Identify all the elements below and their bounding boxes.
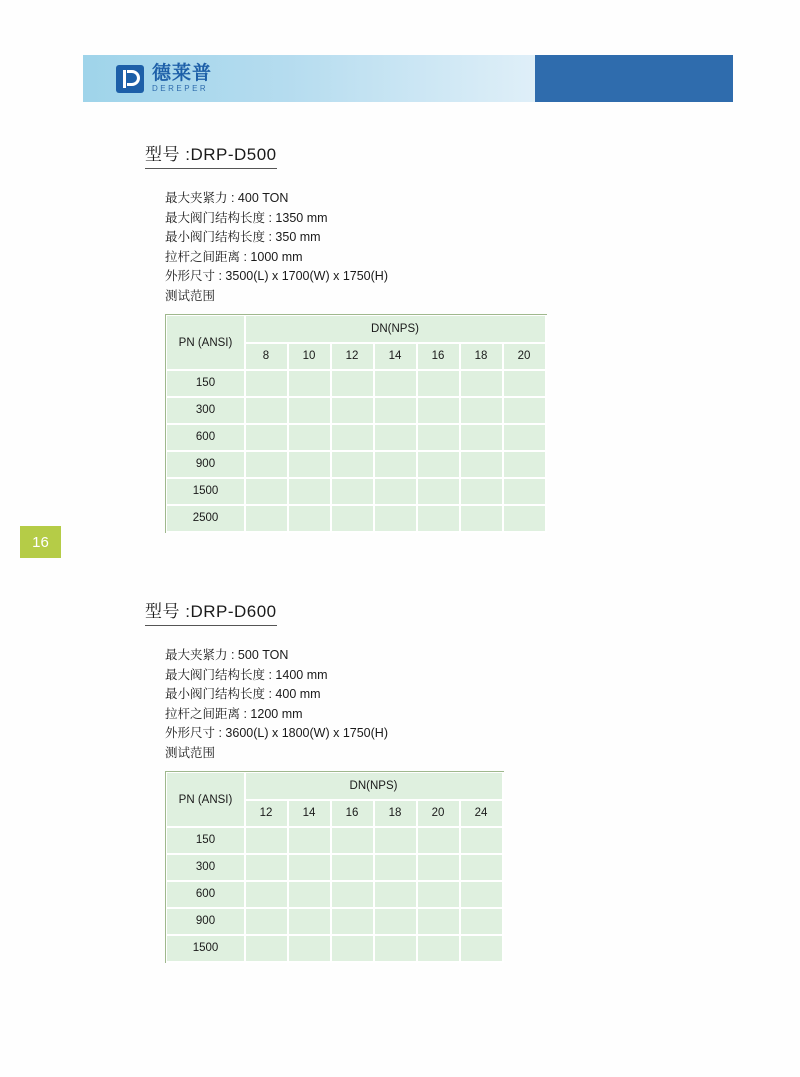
spec-line: 测试范围 [165, 288, 216, 303]
table-cell-supported [331, 908, 374, 935]
table-cell-unsupported [460, 451, 503, 478]
table-cell-unsupported [417, 908, 460, 935]
table-cell-supported [288, 881, 331, 908]
table-cell-supported [417, 854, 460, 881]
table-column-header: 10 [288, 343, 331, 370]
table-row-label: 1500 [167, 478, 245, 505]
table-corner-header: PN (ANSI) [167, 773, 245, 827]
table-row-label: 900 [167, 908, 245, 935]
table-cell-unsupported [503, 478, 546, 505]
table-cell-supported [288, 370, 331, 397]
table-cell-supported [245, 451, 288, 478]
table-cell-supported [374, 854, 417, 881]
spec-line: 最大阀门结构长度 : 1400 mm [165, 667, 328, 682]
spec-line: 最小阀门结构长度 : 400 mm [165, 687, 321, 701]
table-cell-unsupported [460, 908, 503, 935]
table-cell-supported [331, 397, 374, 424]
table-row [167, 881, 503, 908]
range-table-2 [166, 772, 503, 962]
table-cell-supported [417, 397, 460, 424]
table-cell-supported [374, 397, 417, 424]
range-table-body-1 [167, 316, 546, 532]
page-header [83, 55, 733, 102]
table-row [167, 827, 503, 854]
table-cell-supported [374, 424, 417, 451]
range-table-wrapper-1 [165, 314, 547, 533]
page-title-2: 型号 :DRP-D600 [145, 597, 277, 626]
table-cell-supported [288, 935, 331, 962]
table-cell-supported [374, 370, 417, 397]
table-cell-supported [288, 451, 331, 478]
table-cell-supported [331, 370, 374, 397]
spec-line: 外形尺寸 : 3500(L) x 1700(W) x 1750(H) [165, 269, 388, 283]
table-cell-supported [245, 478, 288, 505]
table-cell-supported [374, 827, 417, 854]
model-section-drp-d500 [145, 140, 547, 538]
spec-list-2 [165, 646, 504, 763]
table-cell-supported [417, 370, 460, 397]
table-cell-unsupported [374, 505, 417, 532]
table-column-header: 18 [460, 343, 503, 370]
table-cell-supported [331, 424, 374, 451]
spec-line: 最大夹紧力 : 500 TON [165, 648, 289, 662]
table-row-label: 150 [167, 827, 245, 854]
table-cell-supported [460, 827, 503, 854]
table-row-label: 300 [167, 397, 245, 424]
table-column-header: 8 [245, 343, 288, 370]
table-column-header: 18 [374, 800, 417, 827]
table-cell-supported [245, 424, 288, 451]
table-row [167, 370, 546, 397]
table-cell-supported [245, 397, 288, 424]
logo-english-name: DEREPER [152, 84, 209, 93]
table-column-header: 14 [374, 343, 417, 370]
table-cell-supported [417, 881, 460, 908]
table-header-row-top [167, 773, 503, 800]
table-column-header: 20 [417, 800, 460, 827]
table-cell-supported [460, 424, 503, 451]
table-column-header: 16 [417, 343, 460, 370]
spec-list [165, 189, 547, 306]
table-cell-unsupported [331, 478, 374, 505]
table-row-label: 150 [167, 370, 245, 397]
table-cell-supported [288, 478, 331, 505]
table-cell-supported [331, 881, 374, 908]
table-cell-supported [245, 908, 288, 935]
table-cell-supported [374, 881, 417, 908]
table-row-label: 1500 [167, 935, 245, 962]
table-cell-supported [245, 854, 288, 881]
table-cell-supported [288, 424, 331, 451]
table-cell-unsupported [331, 935, 374, 962]
table-cell-unsupported [460, 505, 503, 532]
spec-line: 测试范围 [165, 745, 216, 760]
table-row [167, 908, 503, 935]
table-cell-unsupported [460, 478, 503, 505]
table-cell-unsupported [503, 451, 546, 478]
table-column-header: 12 [331, 343, 374, 370]
table-row [167, 397, 546, 424]
range-table-wrapper-2 [165, 771, 504, 963]
table-cell-supported [503, 397, 546, 424]
page-title: 型号 :DRP-D500 [145, 140, 277, 169]
table-cell-supported [288, 827, 331, 854]
spec-line: 拉杆之间距离 : 1200 mm [165, 706, 303, 721]
spec-line: 最小阀门结构长度 : 350 mm [165, 230, 321, 244]
table-cell-unsupported [417, 451, 460, 478]
table-row [167, 935, 503, 962]
table-cell-supported [503, 370, 546, 397]
header-left-band [83, 55, 535, 102]
table-cell-unsupported [460, 881, 503, 908]
table-cell-supported [331, 827, 374, 854]
table-column-header: 16 [331, 800, 374, 827]
table-cell-supported [331, 854, 374, 881]
table-column-header: 24 [460, 800, 503, 827]
table-cell-unsupported [503, 424, 546, 451]
table-cell-unsupported [288, 505, 331, 532]
table-cell-supported [245, 827, 288, 854]
table-cell-unsupported [417, 935, 460, 962]
spec-line: 拉杆之间距离 : 1000 mm [165, 249, 303, 264]
table-group-header: DN(NPS) [245, 316, 546, 343]
table-cell-supported [460, 397, 503, 424]
table-cell-supported [245, 505, 288, 532]
table-column-header: 14 [288, 800, 331, 827]
table-cell-supported [331, 451, 374, 478]
table-cell-supported [374, 908, 417, 935]
table-cell-supported [245, 935, 288, 962]
table-row-label: 300 [167, 854, 245, 881]
table-row-label: 900 [167, 451, 245, 478]
table-cell-unsupported [374, 478, 417, 505]
dereper-d-logo-icon [116, 65, 144, 93]
table-cell-unsupported [374, 935, 417, 962]
table-cell-supported [460, 854, 503, 881]
header-right-band [535, 55, 733, 102]
model-section-drp-d600 [145, 597, 504, 968]
table-row [167, 854, 503, 881]
table-cell-unsupported [503, 505, 546, 532]
spec-line: 最大夹紧力 : 400 TON [165, 191, 289, 205]
spec-line: 最大阀门结构长度 : 1350 mm [165, 210, 328, 225]
logo-chinese-name: 德莱普 [152, 63, 213, 84]
table-header-row-top [167, 316, 546, 343]
table-row [167, 451, 546, 478]
logo-text [152, 64, 212, 93]
table-cell-supported [288, 908, 331, 935]
table-cell-supported [460, 370, 503, 397]
table-row-label: 600 [167, 424, 245, 451]
table-cell-supported [417, 424, 460, 451]
table-cell-supported [245, 881, 288, 908]
table-corner-header: PN (ANSI) [167, 316, 245, 370]
table-cell-supported [417, 827, 460, 854]
range-table-body-2 [167, 773, 503, 962]
table-row [167, 505, 546, 532]
table-cell-unsupported [460, 935, 503, 962]
page-number-tab: 16 [20, 526, 61, 558]
table-cell-supported [288, 854, 331, 881]
range-table [166, 315, 546, 532]
spec-line: 外形尺寸 : 3600(L) x 1800(W) x 1750(H) [165, 726, 388, 740]
table-row [167, 424, 546, 451]
table-cell-unsupported [417, 505, 460, 532]
table-group-header: DN(NPS) [245, 773, 503, 800]
table-column-header: 12 [245, 800, 288, 827]
table-cell-unsupported [331, 505, 374, 532]
table-cell-supported [374, 451, 417, 478]
table-cell-unsupported [417, 478, 460, 505]
table-row-label: 600 [167, 881, 245, 908]
table-cell-supported [288, 397, 331, 424]
table-cell-supported [245, 370, 288, 397]
table-row-label: 2500 [167, 505, 245, 532]
table-column-header: 20 [503, 343, 546, 370]
table-row [167, 478, 546, 505]
